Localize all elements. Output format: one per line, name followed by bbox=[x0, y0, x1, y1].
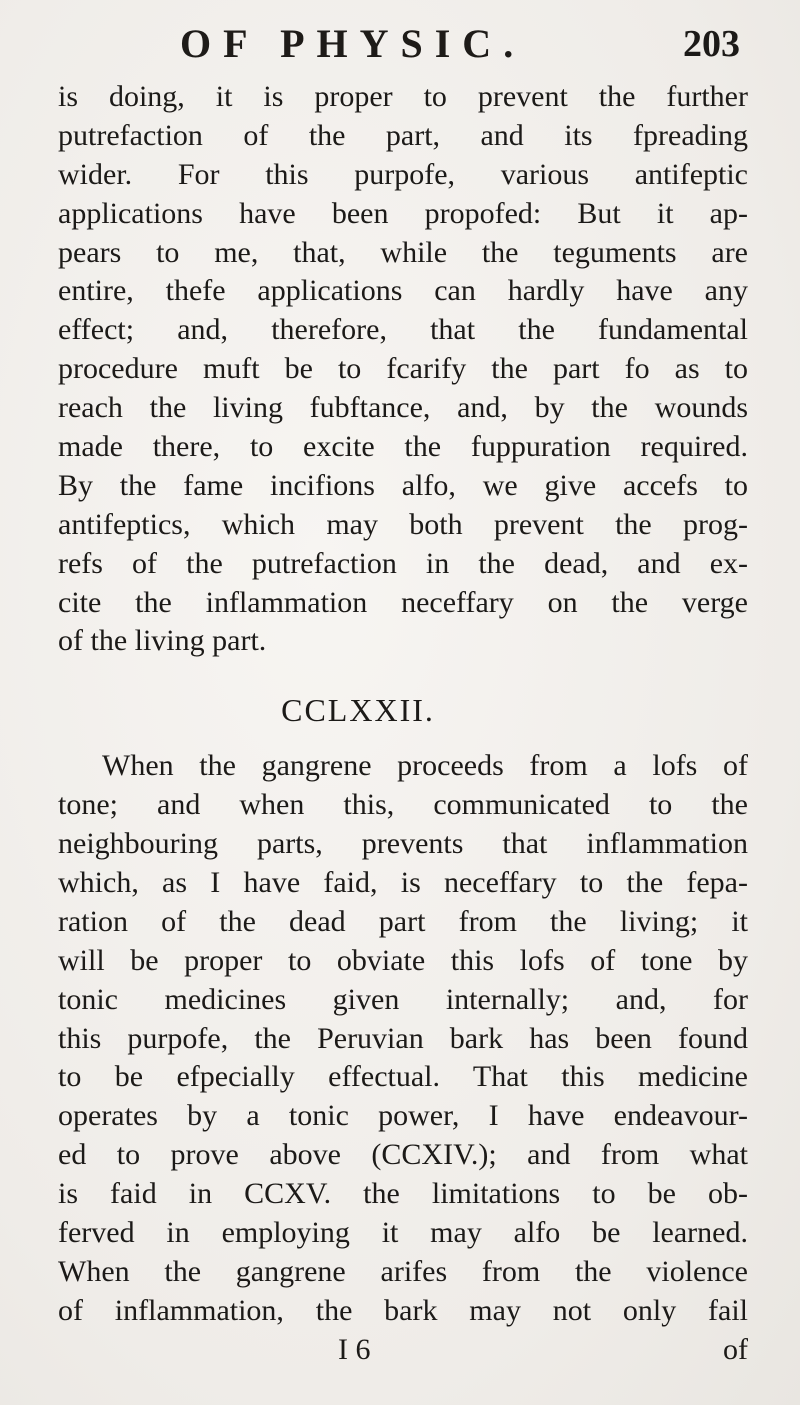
text-line: By the fame incifions alfo, we give accefs to bbox=[58, 468, 748, 502]
paragraph-2 bbox=[58, 747, 748, 1330]
text-line: applications have been propofed: But it ap- bbox=[58, 196, 748, 230]
text-line: tone; and when this, communicated to the bbox=[58, 788, 748, 822]
text-line: is doing, it is proper to prevent the further bbox=[58, 80, 748, 113]
text-line: ferved in employing it may alfo be learned. bbox=[58, 1216, 748, 1250]
text-line: effect; and, therefore, that the fundamental bbox=[58, 313, 748, 347]
text-line: reach the living fubftance, and, by the wounds bbox=[58, 391, 748, 425]
text-line: wider. For this purpofe, various antifeptic bbox=[58, 157, 748, 191]
text-line: entire, thefe applications can hardly have any bbox=[58, 274, 748, 308]
text-line: of the living part. bbox=[58, 624, 267, 658]
text-line: When the gangrene proceeds from a lofs of bbox=[102, 749, 748, 783]
signature-mark: I 6 bbox=[338, 1332, 371, 1366]
text-block bbox=[58, 78, 748, 1369]
text-line: this purpofe, the Peruvian bark has been found bbox=[58, 1021, 748, 1055]
text-line: pears to me, that, while the teguments are bbox=[58, 235, 748, 269]
catchword-line bbox=[58, 1331, 748, 1369]
catchword: of bbox=[723, 1332, 748, 1366]
text-line: will be proper to obviate this lofs of tone by bbox=[58, 943, 748, 977]
running-head bbox=[180, 18, 740, 70]
text-line: made there, to excite the fuppuration required. bbox=[58, 430, 748, 464]
text-line: procedure muft be to fcarify the part fo as to bbox=[58, 352, 748, 386]
text-line: putrefaction of the part, and its fpreading bbox=[58, 118, 748, 152]
text-line: tonic medicines given internally; and, for bbox=[58, 982, 748, 1016]
section-heading: CCLXXII. bbox=[281, 692, 435, 729]
text-line: ration of the dead part from the living; it bbox=[58, 904, 748, 938]
text-line: of inflammation, the bark may not only fail bbox=[58, 1293, 748, 1327]
text-line: which, as I have faid, is neceffary to the fepa- bbox=[58, 866, 748, 900]
text-line: is faid in CCXV. the limitations to be ob- bbox=[58, 1177, 748, 1211]
page-number: 203 bbox=[683, 23, 740, 65]
text-line: refs of the putrefaction in the dead, and ex- bbox=[58, 546, 748, 580]
text-line: to be efpecially effectual. That this medicine bbox=[58, 1060, 748, 1094]
text-line: cite the inflammation neceffary on the verge bbox=[58, 585, 748, 619]
text-line: antifeptics, which may both prevent the prog- bbox=[58, 507, 748, 541]
paragraph-1 bbox=[58, 78, 748, 661]
running-title: OF PHYSIC. bbox=[180, 21, 526, 66]
text-line: When the gangrene arifes from the violence bbox=[58, 1254, 748, 1288]
text-line: ed to prove above (CCXIV.); and from what bbox=[58, 1138, 748, 1172]
text-line: neighbouring parts, prevents that inflammation bbox=[58, 827, 748, 861]
text-line: operates by a tonic power, I have endeavour- bbox=[58, 1099, 748, 1133]
